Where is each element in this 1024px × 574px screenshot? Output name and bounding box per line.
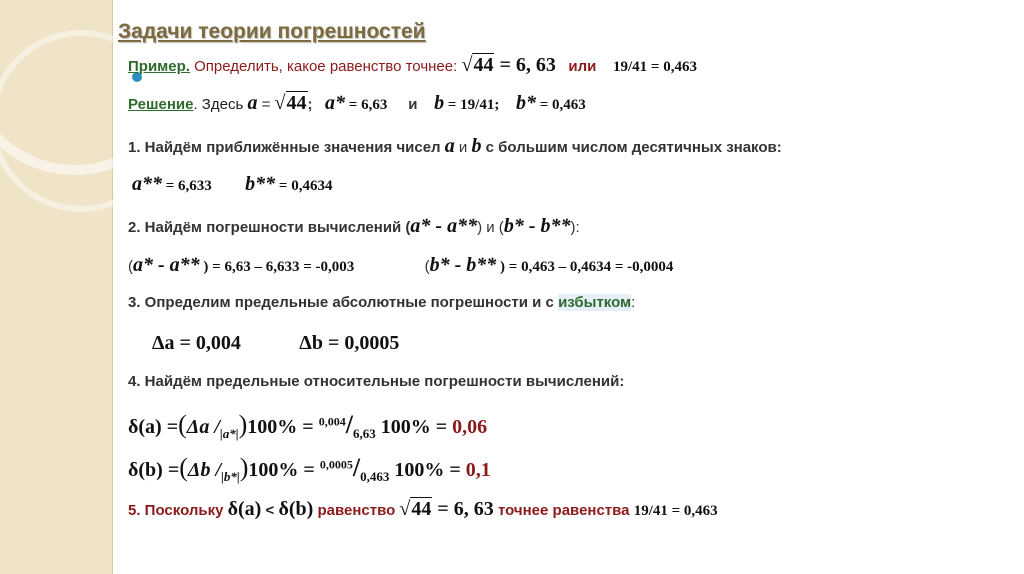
result-b: 0,1 bbox=[465, 459, 491, 481]
example-label: Пример. bbox=[128, 58, 190, 75]
sqrt-expression: √44 = 6, 63 bbox=[461, 54, 556, 76]
or-text: или bbox=[568, 58, 597, 75]
formula-delta-b: δ(b) =(Δb $/_{|b*|})100\% = ^{0,0005}/_{0,463}$ 100% = 0,1 bbox=[128, 453, 491, 484]
excess-highlight: избытком bbox=[558, 294, 632, 311]
formula-delta-a: δ(a) =(Δa $/_{|a*|})100\% = ^{0,004}/_{6,63}$ 100% = 0,06 bbox=[128, 410, 488, 441]
sqrt-expression-final: √44 = 6, 63 bbox=[399, 498, 494, 520]
step-4: 4. Найдём предельные относительные погрешности вычислений: bbox=[128, 373, 625, 390]
step-1-values: a** = 6,633 b** = 0,4634 bbox=[132, 173, 333, 195]
step-2: 2. Найдём погрешности вычислений (a* - a**) и (b* - b**): bbox=[128, 215, 580, 237]
equality-2: 19/41 = 0,463 bbox=[613, 59, 697, 75]
example-text: Определить, какое равенство точнее: bbox=[189, 58, 462, 75]
decorative-sidebar bbox=[0, 0, 113, 574]
step-2-values: (a* - a** ) = 6,63 – 6,633 = -0,003 (b* - b** ) = 0,463 – 0,4634 = -0,0004 bbox=[128, 254, 674, 276]
step-3: 3. Определим предельные абсолютные погрешности и с избытком: bbox=[128, 294, 636, 311]
solution-line: Решение. Здесь a = √44; a* = 6,63 и b = 19/41; b* = 0,463 bbox=[128, 92, 586, 114]
step-1: 1. Найдём приближённые значения чисел a и b с большим числом десятичных знаков: bbox=[128, 135, 782, 157]
example-line bbox=[128, 54, 697, 77]
step-5: 5. Поскольку δ(a) < δ(b) равенство √44 = 6, 63 точнее равенства 19/41 = 0,463 bbox=[128, 498, 718, 520]
result-a: 0,06 bbox=[452, 416, 488, 438]
solution-label: Решение bbox=[128, 96, 194, 113]
step-3-values: Δa = 0,004 Δb = 0,0005 bbox=[152, 332, 400, 354]
slide-title: Задачи теории погрешностей bbox=[118, 20, 426, 43]
